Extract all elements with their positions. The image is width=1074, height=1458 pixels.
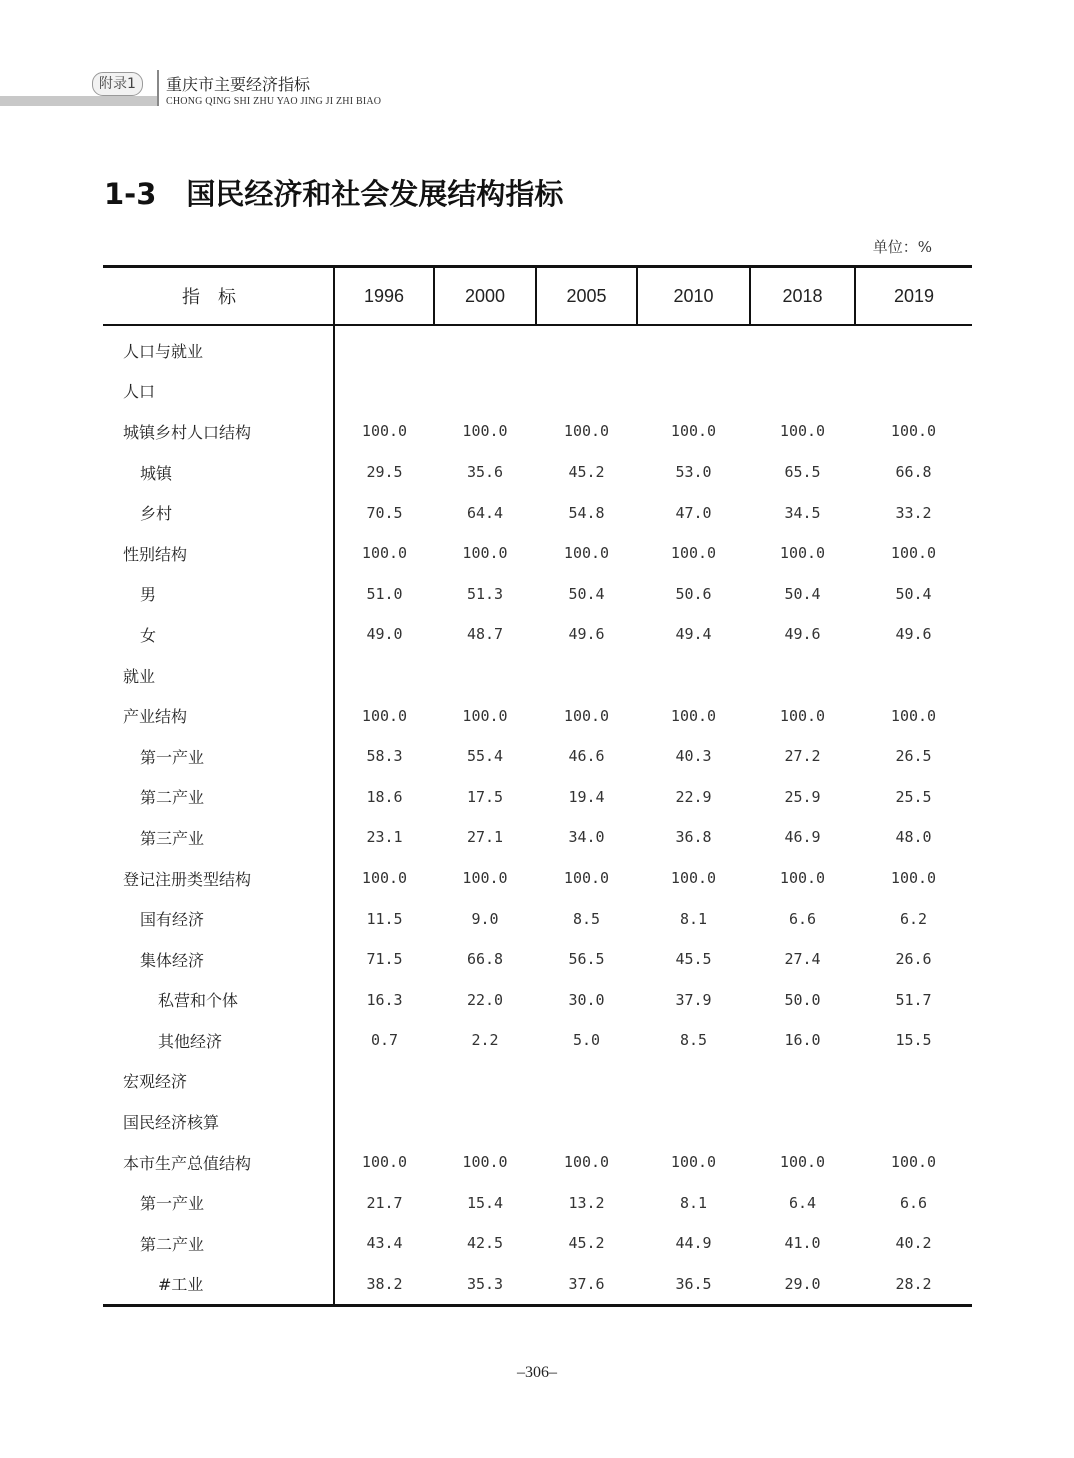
row-label: 性别结构	[103, 533, 334, 574]
table-row	[103, 1264, 972, 1306]
value-cell: 100.0	[890, 869, 937, 888]
value-cell: 5.0	[572, 1031, 601, 1050]
value-cell	[637, 1061, 750, 1102]
value-cell: 16.3	[366, 990, 403, 1009]
value-cell: 46.9	[784, 828, 821, 847]
value-cell: 71.5	[366, 950, 403, 969]
value-cell: 66.8	[895, 463, 932, 482]
row-label: 男	[103, 574, 334, 615]
row-label: 其他经济	[103, 1020, 334, 1061]
row-label: 第三产业	[103, 817, 334, 858]
row-label: 乡村	[103, 492, 334, 533]
value-cell: 19.4	[568, 787, 605, 806]
value-cell: 22.9	[675, 787, 712, 806]
value-cell: 40.3	[675, 747, 712, 766]
row-label: 国民经济核算	[103, 1101, 334, 1142]
value-cell: 100.0	[779, 422, 826, 441]
value-cell: 100.0	[670, 1153, 717, 1172]
value-cell: 6.4	[788, 1193, 817, 1212]
value-cell: 50.6	[675, 584, 712, 603]
row-label: 第一产业	[103, 736, 334, 777]
value-cell: 70.5	[366, 503, 403, 522]
row-label: 女	[103, 614, 334, 655]
value-cell	[750, 325, 855, 371]
table-row	[103, 325, 972, 371]
value-cell: 18.6	[366, 787, 403, 806]
table-number: 1-3	[104, 177, 157, 211]
row-label: 第一产业	[103, 1182, 334, 1223]
value-cell: 51.0	[366, 584, 403, 603]
value-cell: 54.8	[568, 503, 605, 522]
value-cell: 100.0	[779, 544, 826, 563]
value-cell	[536, 371, 637, 412]
value-cell	[434, 1101, 536, 1142]
table-row	[103, 939, 972, 980]
value-cell: 6.2	[899, 909, 928, 928]
header-indicator: 指标	[103, 267, 334, 326]
value-cell: 41.0	[784, 1234, 821, 1253]
value-cell: 29.5	[366, 463, 403, 482]
table-row	[103, 695, 972, 736]
row-label: 人口与就业	[103, 325, 334, 371]
value-cell: 11.5	[366, 909, 403, 928]
header-divider	[157, 70, 159, 106]
value-cell: 100.0	[779, 1153, 826, 1172]
value-cell: 27.2	[784, 747, 821, 766]
value-cell: 100.0	[361, 1153, 408, 1172]
value-cell: 65.5	[784, 463, 821, 482]
table-row	[103, 614, 972, 655]
table-row	[103, 898, 972, 939]
value-cell: 100.0	[779, 869, 826, 888]
row-label: 城镇	[103, 452, 334, 493]
table-row	[103, 777, 972, 818]
value-cell: 100.0	[890, 706, 937, 725]
value-cell: 100.0	[563, 869, 610, 888]
value-cell: 100.0	[890, 422, 937, 441]
value-cell: 25.5	[895, 787, 932, 806]
table-row	[103, 574, 972, 615]
value-cell: 100.0	[361, 544, 408, 563]
row-label: 产业结构	[103, 695, 334, 736]
value-cell: 64.4	[466, 503, 504, 522]
value-cell: 100.0	[462, 544, 508, 563]
table-row	[103, 1061, 972, 1102]
value-cell	[637, 371, 750, 412]
value-cell: 100.0	[890, 544, 937, 563]
value-cell: 8.1	[679, 909, 708, 928]
value-cell: 2.2	[471, 1031, 499, 1050]
value-cell: 45.2	[568, 463, 605, 482]
value-cell	[334, 655, 434, 696]
value-cell: 45.2	[568, 1234, 605, 1253]
value-cell	[536, 1061, 637, 1102]
value-cell: 8.5	[572, 909, 601, 928]
page-title	[104, 172, 563, 213]
table-row	[103, 1223, 972, 1264]
value-cell: 55.4	[466, 747, 504, 766]
value-cell	[855, 1061, 972, 1102]
row-label: 登记注册类型结构	[103, 858, 334, 899]
value-cell	[536, 325, 637, 371]
table-row	[103, 980, 972, 1021]
header-year: 2010	[637, 267, 750, 326]
value-cell: 50.0	[784, 990, 821, 1009]
table-row	[103, 533, 972, 574]
value-cell	[855, 325, 972, 371]
value-cell: 6.6	[788, 909, 817, 928]
table-row	[103, 1101, 972, 1142]
value-cell: 49.6	[568, 625, 605, 644]
value-cell: 30.0	[568, 990, 605, 1009]
value-cell: 100.0	[361, 422, 408, 441]
value-cell: 46.6	[568, 747, 605, 766]
value-cell	[750, 371, 855, 412]
value-cell: 100.0	[462, 706, 508, 725]
value-cell: 44.9	[675, 1234, 712, 1253]
value-cell	[750, 1101, 855, 1142]
value-cell	[334, 371, 434, 412]
table-row	[103, 1020, 972, 1061]
value-cell: 25.9	[784, 787, 821, 806]
value-cell: 56.5	[568, 950, 605, 969]
table-body	[103, 325, 972, 1306]
table-row	[103, 858, 972, 899]
table-row	[103, 492, 972, 533]
value-cell: 100.0	[563, 1153, 610, 1172]
value-cell: 58.3	[366, 747, 403, 766]
value-cell: 49.4	[675, 625, 712, 644]
value-cell	[434, 655, 536, 696]
value-cell: 50.4	[568, 584, 605, 603]
value-cell: 22.0	[466, 990, 504, 1009]
value-cell: 8.1	[679, 1193, 708, 1212]
value-cell: 35.6	[466, 463, 504, 482]
value-cell: 45.5	[675, 950, 712, 969]
value-cell: 8.5	[679, 1031, 708, 1050]
value-cell	[637, 325, 750, 371]
value-cell: 47.0	[675, 503, 712, 522]
value-cell	[750, 655, 855, 696]
value-cell: 100.0	[462, 869, 508, 888]
row-label: 人口	[103, 371, 334, 412]
value-cell: 100.0	[462, 1153, 508, 1172]
row-label: 第二产业	[103, 1223, 334, 1264]
value-cell	[536, 655, 637, 696]
row-label: 城镇乡村人口结构	[103, 411, 334, 452]
value-cell: 100.0	[779, 706, 826, 725]
value-cell: 36.5	[637, 1264, 750, 1306]
value-cell: 100.0	[890, 1153, 937, 1172]
value-cell: 100.0	[670, 869, 717, 888]
value-cell: 36.8	[675, 828, 712, 847]
value-cell: 49.6	[895, 625, 932, 644]
value-cell	[750, 1061, 855, 1102]
value-cell: 38.2	[334, 1264, 434, 1306]
value-cell: 28.2	[855, 1264, 972, 1306]
value-cell: 100.0	[361, 869, 408, 888]
indicator-table	[103, 265, 972, 1307]
value-cell: 49.0	[366, 625, 403, 644]
value-cell: 100.0	[563, 544, 610, 563]
value-cell	[434, 1061, 536, 1102]
row-label: 第二产业	[103, 777, 334, 818]
value-cell: 13.2	[568, 1193, 605, 1212]
value-cell: 34.0	[568, 828, 605, 847]
value-cell	[855, 371, 972, 412]
value-cell	[637, 655, 750, 696]
table-title: 国民经济和社会发展结构指标	[186, 177, 564, 211]
value-cell: 0.7	[370, 1031, 399, 1050]
value-cell: 27.1	[466, 828, 504, 847]
value-cell: 16.0	[784, 1031, 821, 1050]
value-cell: 26.6	[895, 950, 932, 969]
header-year: 2018	[750, 267, 855, 326]
value-cell: 37.6	[536, 1264, 637, 1306]
value-cell: 43.4	[366, 1234, 403, 1253]
value-cell: 50.4	[895, 584, 932, 603]
value-cell: 37.9	[675, 990, 712, 1009]
value-cell: 48.0	[895, 828, 932, 847]
appendix-tab: 附录1	[92, 72, 143, 96]
header-year: 2005	[536, 267, 637, 326]
value-cell	[334, 325, 434, 371]
row-label: #工业	[103, 1264, 334, 1306]
header-subtitle: CHONG QING SHI ZHU YAO JING JI ZHI BIAO	[166, 96, 382, 107]
value-cell: 100.0	[563, 706, 610, 725]
value-cell: 51.7	[895, 990, 932, 1009]
value-cell	[334, 1101, 434, 1142]
value-cell	[434, 371, 536, 412]
value-cell	[536, 1101, 637, 1142]
value-cell: 35.3	[434, 1264, 536, 1306]
value-cell: 26.5	[895, 747, 932, 766]
value-cell: 49.6	[784, 625, 821, 644]
value-cell	[334, 1061, 434, 1102]
row-label: 集体经济	[103, 939, 334, 980]
table-row	[103, 817, 972, 858]
value-cell: 100.0	[361, 706, 408, 725]
page-number: –306–	[517, 1364, 557, 1381]
value-cell: 15.4	[466, 1193, 504, 1212]
value-cell: 100.0	[670, 706, 717, 725]
table-row	[103, 371, 972, 412]
table-row	[103, 452, 972, 493]
value-cell: 17.5	[466, 787, 504, 806]
value-cell: 42.5	[466, 1234, 504, 1253]
value-cell: 40.2	[895, 1234, 932, 1253]
table-row	[103, 655, 972, 696]
unit-label: 单位：%	[872, 238, 932, 256]
value-cell: 100.0	[563, 422, 610, 441]
header-year: 1996	[334, 267, 434, 326]
table-row	[103, 411, 972, 452]
row-label: 宏观经济	[103, 1061, 334, 1102]
value-cell: 53.0	[675, 463, 712, 482]
value-cell: 34.5	[784, 503, 821, 522]
table-row	[103, 1182, 972, 1223]
row-label: 本市生产总值结构	[103, 1142, 334, 1183]
running-header	[0, 66, 1074, 116]
header-title: 重庆市主要经济指标	[166, 75, 311, 94]
header-gray-bar	[0, 96, 158, 106]
value-cell: 66.8	[466, 950, 504, 969]
value-cell: 100.0	[670, 422, 717, 441]
row-label: 国有经济	[103, 898, 334, 939]
value-cell: 27.4	[784, 950, 821, 969]
value-cell: 50.4	[784, 584, 821, 603]
value-cell: 15.5	[895, 1031, 932, 1050]
value-cell	[855, 1101, 972, 1142]
table-row	[103, 1142, 972, 1183]
table-header-row	[103, 267, 972, 326]
row-label: 就业	[103, 655, 334, 696]
row-label: 私营和个体	[103, 980, 334, 1021]
value-cell: 51.3	[466, 584, 504, 603]
table-row	[103, 736, 972, 777]
value-cell	[434, 325, 536, 371]
header-year: 2000	[434, 267, 536, 326]
value-cell: 29.0	[750, 1264, 855, 1306]
value-cell	[637, 1101, 750, 1142]
value-cell: 48.7	[466, 625, 504, 644]
value-cell: 100.0	[670, 544, 717, 563]
value-cell: 23.1	[366, 828, 403, 847]
value-cell: 100.0	[462, 422, 508, 441]
value-cell: 33.2	[895, 503, 932, 522]
value-cell: 6.6	[899, 1193, 928, 1212]
header-year: 2019	[855, 267, 972, 326]
value-cell: 9.0	[471, 909, 499, 928]
value-cell: 21.7	[366, 1193, 403, 1212]
value-cell	[855, 655, 972, 696]
